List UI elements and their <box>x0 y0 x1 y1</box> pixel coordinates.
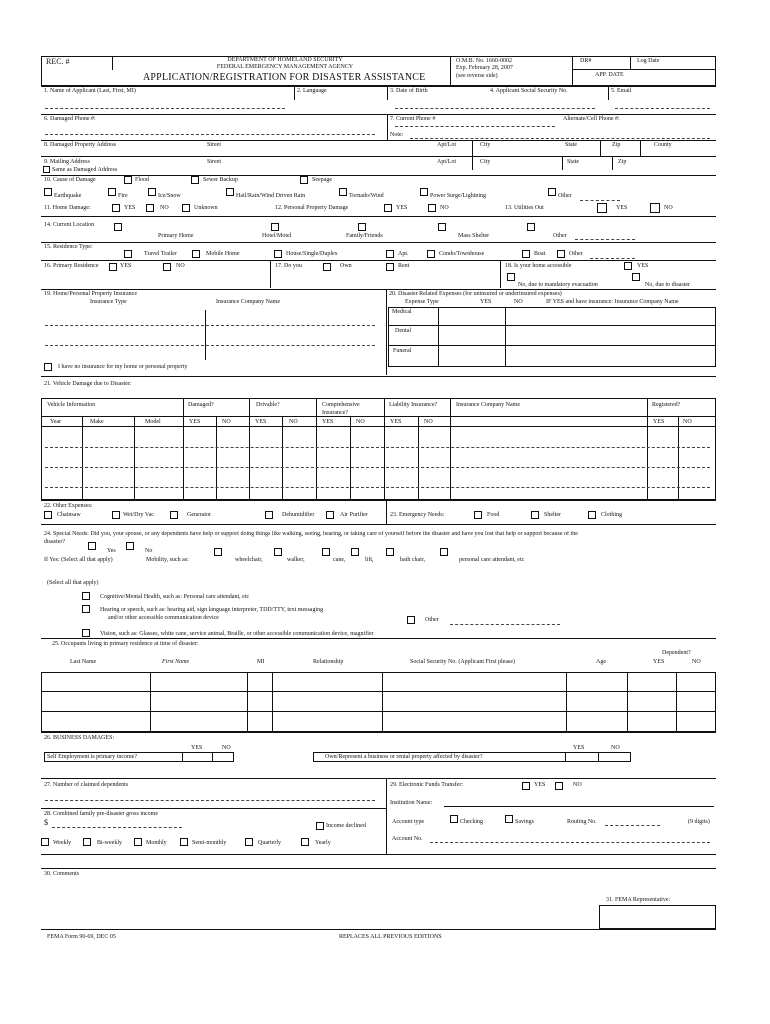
gross-income-field[interactable] <box>52 827 182 828</box>
damaged-no-header: NO <box>222 419 231 425</box>
registered-yes-header: YES <box>653 419 665 425</box>
walker-label: walker, <box>287 557 305 563</box>
applicant-ssn-label: 4. Applicant Social Security No. <box>490 88 568 94</box>
mailing-address-label: 9. Mailing Address <box>44 159 90 165</box>
mailing-state-label: State <box>567 159 579 165</box>
self-employment-no-header: NO <box>222 745 231 751</box>
utilities-out-label: 13. Utilities Out <box>505 205 544 211</box>
home-damage-yes-checkbox[interactable] <box>112 204 120 212</box>
primary-residence-yes-checkbox[interactable] <box>109 263 117 271</box>
dental-label: Dental <box>395 328 411 334</box>
clothing-checkbox[interactable] <box>588 511 596 519</box>
comprehensive-no-header: NO <box>356 419 365 425</box>
liability-yes-header: YES <box>390 419 402 425</box>
dehumidifier-label: Dehumidifier <box>282 512 315 518</box>
damaged-address-label: 8. Damaged Property Address <box>44 142 116 148</box>
occupant-dependent-yes: YES <box>653 659 665 665</box>
other-location-label: Other <box>553 233 567 239</box>
boat-checkbox[interactable] <box>522 250 530 258</box>
mailing-city-label: City <box>480 159 491 165</box>
personal-care-label: personal care attendant, etc <box>459 557 525 563</box>
food-checkbox[interactable] <box>474 511 482 519</box>
note-field[interactable] <box>410 138 710 139</box>
eft-no-label: NO <box>573 782 582 788</box>
cognitive-label: Cognitive/Mental Health, such as: Personal care attendant, etc <box>100 594 250 600</box>
personal-property-damage-label: 12. Personal Property Damage <box>275 205 349 211</box>
wheelchair-label: wheelchair, <box>235 557 263 563</box>
damaged-county-label: County <box>654 142 672 148</box>
institution-name-label: Institution Name: <box>390 800 433 806</box>
same-as-damaged-checkbox[interactable] <box>43 166 50 173</box>
vision-checkbox[interactable] <box>82 629 90 637</box>
vehicle-info-header: Vehicle Information <box>47 402 96 408</box>
vehicle-damage-label: 21. Vehicle Damage due to Disaster: <box>44 381 132 387</box>
chainsaw-label: Chainsaw <box>57 512 81 518</box>
same-as-damaged-label: Same as Damaged Address <box>52 167 118 173</box>
no-insurance-checkbox[interactable] <box>44 363 52 371</box>
flood-label: Flood <box>135 177 150 183</box>
home-damage-unknown-label: Unknown <box>194 205 218 211</box>
current-location-label: 14. Current Location <box>44 222 95 228</box>
earthquake-label: Earthquake <box>54 193 82 199</box>
wheelchair-checkbox[interactable] <box>214 548 222 556</box>
lift-checkbox[interactable] <box>351 548 359 556</box>
damaged-yes-header: YES <box>189 419 201 425</box>
sewer-backup-label: Sewer Backup <box>203 177 238 183</box>
utilities-no-label: NO <box>664 205 673 211</box>
comments-label: 30. Comments <box>44 871 80 877</box>
own-business-no-field[interactable] <box>598 752 599 762</box>
checking-checkbox[interactable] <box>450 815 458 823</box>
other-expenses-label: 22. Other Expenses: <box>44 503 93 509</box>
home-damage-yes-label: YES <box>124 205 136 211</box>
ice-snow-checkbox[interactable] <box>148 188 156 196</box>
department-name: DEPARTMENT OF HOMELAND SECURITY <box>227 57 343 63</box>
other-residence-label: Other <box>569 251 583 257</box>
email-label: 5. Email <box>611 88 632 94</box>
tornado-wind-label: Tornado/Wind <box>349 193 384 199</box>
sewer-backup-checkbox[interactable] <box>191 176 199 184</box>
boat-label: Boat <box>534 251 546 257</box>
drivable-yes-header: YES <box>255 419 267 425</box>
registered-no-header: NO <box>683 419 692 425</box>
utilities-yes-checkbox[interactable] <box>597 203 607 213</box>
home-accessible-label: 18. Is your home accessible <box>505 263 572 269</box>
agency-name: FEDERAL EMERGENCY MANAGEMENT AGENCY <box>216 64 354 70</box>
drivable-header: Drivable? <box>256 402 280 408</box>
no-insurance-label: I have no insurance for my home or personal property <box>58 364 188 370</box>
damaged-street-label: Street <box>207 142 221 148</box>
occupant-age-header: Age <box>596 659 606 665</box>
email-field[interactable] <box>615 108 710 109</box>
evacuation-label: No, due to mandatory evacuation <box>518 282 598 288</box>
hearing-checkbox[interactable] <box>82 605 90 613</box>
home-damage-unknown-checkbox[interactable] <box>182 204 190 212</box>
damaged-city-label: City <box>480 142 491 148</box>
replaces-editions: REPLACES ALL PREVIOUS EDITIONS <box>339 934 442 940</box>
savings-checkbox[interactable] <box>505 815 513 823</box>
expense-yes-header: YES <box>480 299 492 305</box>
select-all-label: (Select all that apply) <box>47 580 99 586</box>
gross-income-label: 28. Combined family pre-disaster gross income <box>44 811 158 817</box>
dr-number-label: DR# <box>580 58 592 64</box>
eft-no-checkbox[interactable] <box>555 782 563 790</box>
semimonthly-checkbox[interactable] <box>180 838 188 846</box>
occupant-dependent-no: NO <box>692 659 701 665</box>
power-surge-checkbox[interactable] <box>420 188 428 196</box>
other-residence-checkbox[interactable] <box>557 250 565 258</box>
primary-residence-no-checkbox[interactable] <box>163 263 171 271</box>
emergency-needs-label: 23. Emergency Needs: <box>390 512 445 518</box>
special-needs-yes-label: Yes <box>107 548 116 554</box>
disaster-expenses-label: 20. Disaster Related Expenses (for uninsured or underinsured expenses) <box>389 291 562 297</box>
special-needs-question: 24. Special Needs: Did you, your spouse, or any dependents have help or support doing things like walking, seeing, hearing, or taking care of yourself before the disaster and have you lost that help or support because of the <box>44 531 578 537</box>
damaged-state-label: State <box>565 142 577 148</box>
lift-label: lift, <box>365 557 374 563</box>
tornado-wind-checkbox[interactable] <box>339 188 347 196</box>
comprehensive-yes-header: YES <box>322 419 334 425</box>
account-type-label: Account type <box>392 819 425 825</box>
special-needs-yes-checkbox[interactable] <box>88 542 96 550</box>
applicant-name-field[interactable] <box>45 108 285 109</box>
dehumidifier-checkbox[interactable] <box>265 511 273 519</box>
dollar-sign: $ <box>44 818 48 827</box>
personal-damage-yes-checkbox[interactable] <box>384 204 392 212</box>
vehicle-insurance-company-header: Insurance Company Name <box>456 402 520 408</box>
house-checkbox[interactable] <box>274 250 282 258</box>
income-declined-checkbox[interactable] <box>316 822 324 830</box>
wet-dry-vac-checkbox[interactable] <box>112 511 120 519</box>
other-cause-label: Other <box>558 193 572 199</box>
ssn-field[interactable] <box>395 108 595 109</box>
condo-label: Condo/Townhouse <box>439 251 485 257</box>
primary-home-checkbox[interactable] <box>114 223 122 231</box>
family-friends-label: Family/Friends <box>346 233 383 239</box>
if-yes-label: If Yes: (Select all that apply) <box>44 557 113 563</box>
form-title: APPLICATION/REGISTRATION FOR DISASTER ASSISTANCE <box>143 72 426 83</box>
mailing-zip-label: Zip <box>618 159 627 165</box>
biweekly-label: Bi-weekly <box>97 840 122 846</box>
air-purifier-checkbox[interactable] <box>326 511 334 519</box>
generator-label: Generator <box>187 512 211 518</box>
air-purifier-label: Air Purifier <box>340 512 368 518</box>
registered-header: Registered? <box>652 402 681 408</box>
quarterly-checkbox[interactable] <box>245 838 253 846</box>
occupant-first-name-header: First Name <box>162 659 190 665</box>
power-surge-label: Power Surge/Lightning <box>430 193 487 199</box>
accessible-yes-checkbox[interactable] <box>624 262 632 270</box>
income-declined-label: Income declined <box>326 823 366 829</box>
hotel-motel-label: Hotel/Motel <box>262 233 292 239</box>
mailing-apt-label: Apt/Lot <box>437 159 456 165</box>
model-header: Model <box>145 419 161 425</box>
vision-label: Vision, such as: Glasses, white cane, service animal, Braille, or other accessible communication device, magnifier <box>100 631 374 637</box>
routing-digits-note: (9 digits) <box>688 819 710 825</box>
flood-checkbox[interactable] <box>124 176 132 184</box>
rent-label: Rent <box>398 263 410 269</box>
travel-trailer-label: Travel Trailer <box>144 251 177 257</box>
own-business-yes-field[interactable] <box>565 752 566 762</box>
clothing-label: Clothing <box>601 512 623 518</box>
funeral-label: Funeral <box>393 348 412 354</box>
emergency-shelter-label: Shelter <box>544 512 561 518</box>
no-due-to-disaster-checkbox[interactable] <box>632 273 640 281</box>
hail-rain-wind-checkbox[interactable] <box>226 188 234 196</box>
personal-care-checkbox[interactable] <box>440 548 448 556</box>
seepage-label: Seepage <box>312 177 332 183</box>
earthquake-checkbox[interactable] <box>44 188 52 196</box>
expense-no-header: NO <box>514 299 523 305</box>
bath-chair-checkbox[interactable] <box>386 548 394 556</box>
hearing-label-2: and/or other accessible communication device <box>108 615 219 621</box>
note-label: Note: <box>390 132 404 138</box>
accessible-yes-label: YES <box>637 263 649 269</box>
insurance-type-header: Insurance Type <box>90 299 127 305</box>
app-date-label: APP. DATE <box>595 72 624 78</box>
weekly-checkbox[interactable] <box>41 838 49 846</box>
own-business-no-header: NO <box>611 745 620 751</box>
expense-type-header: Expense Type <box>405 299 439 305</box>
liability-no-header: NO <box>424 419 433 425</box>
personal-damage-yes-label: YES <box>396 205 408 211</box>
primary-residence-no-label: NO <box>176 263 185 269</box>
utilities-yes-label: YES <box>616 205 628 211</box>
damaged-zip-label: Zip <box>612 142 621 148</box>
medical-label: Medical <box>392 309 412 315</box>
cane-label: cane, <box>333 557 346 563</box>
applicant-name-label: 1. Name of Applicant (Last, First, MI) <box>44 88 136 94</box>
home-damage-label: 11. Home Damage: <box>44 205 91 211</box>
fire-checkbox[interactable] <box>108 188 116 196</box>
comprehensive-header: Comprehensive Insurance? <box>322 402 360 416</box>
semimonthly-label: Semi-monthly <box>192 840 227 846</box>
house-label: House/Single/Duplex <box>286 251 338 257</box>
omb-number: O.M.B. No. 1660-0002 <box>456 58 513 64</box>
savings-label: Savings <box>515 819 535 825</box>
mobile-home-label: Mobile Home <box>206 251 240 257</box>
business-damages-label: 26. BUSINESS DAMAGES: <box>44 735 115 741</box>
own-checkbox[interactable] <box>323 263 331 271</box>
account-number-field[interactable] <box>430 842 710 843</box>
expense-if-yes-header: IF YES and have insurance: Insurance Company Name <box>546 299 679 305</box>
cane-checkbox[interactable] <box>322 548 330 556</box>
fema-representative-field[interactable] <box>599 905 716 929</box>
own-label: Own <box>340 263 352 269</box>
mobile-home-checkbox[interactable] <box>192 250 200 258</box>
special-needs-no-label: No <box>145 548 153 554</box>
mobility-label: Mobility, such as: <box>146 557 189 563</box>
damaged-apt-label: Apt/Lot <box>437 142 456 148</box>
routing-number-label: Routing No. <box>567 819 597 825</box>
home-damage-no-checkbox[interactable] <box>146 204 154 212</box>
hotel-motel-checkbox[interactable] <box>271 223 279 231</box>
personal-damage-no-label: NO <box>440 205 449 211</box>
claimed-dependents-label: 27. Number of claimed dependents <box>44 782 129 788</box>
evacuation-checkbox[interactable] <box>507 273 515 281</box>
monthly-checkbox[interactable] <box>134 838 142 846</box>
eft-yes-checkbox[interactable] <box>522 782 530 790</box>
other-cause-checkbox[interactable] <box>548 188 556 196</box>
log-date-label: Log Date <box>637 58 660 64</box>
home-damage-no-label: NO <box>160 205 169 211</box>
utilities-no-checkbox[interactable] <box>650 203 660 213</box>
yearly-label: Yearly <box>315 840 331 846</box>
special-needs-no-checkbox[interactable] <box>126 542 134 550</box>
travel-trailer-checkbox[interactable] <box>124 250 132 258</box>
fire-label: Fire <box>118 193 128 199</box>
self-employment-yes-header: YES <box>191 745 203 751</box>
special-needs-question-end: disaster? <box>44 539 65 545</box>
quarterly-label: Quarterly <box>258 840 281 846</box>
apartment-checkbox[interactable] <box>386 250 394 258</box>
form-number: FEMA Form 90-69, DEC 05 <box>47 934 116 940</box>
ice-snow-label: Ice/Snow <box>158 193 181 199</box>
monthly-label: Monthly <box>146 840 167 846</box>
occupants-label: 25. Occupants living in primary residence at time of disaster: <box>52 641 199 647</box>
insurance-company-header: Insurance Company Name <box>216 299 280 305</box>
yearly-checkbox[interactable] <box>301 838 309 846</box>
generator-checkbox[interactable] <box>170 511 178 519</box>
emergency-shelter-checkbox[interactable] <box>531 511 539 519</box>
no-due-to-disaster-label: No, due to disaster <box>645 282 690 288</box>
fema-representative-label: 31. FEMA Representative: <box>606 897 671 903</box>
wet-dry-vac-label: Wet/Dry Vac <box>123 512 154 518</box>
language-label: 2. Language <box>297 88 327 94</box>
self-employment-label: Self Employment is primary income? <box>47 754 137 760</box>
family-friends-checkbox[interactable] <box>358 223 366 231</box>
current-phone-label: 7. Current Phone # <box>390 116 436 122</box>
occupant-mi-header: MI <box>257 659 265 665</box>
residence-type-label: 15. Residence Type: <box>44 244 93 250</box>
cognitive-checkbox[interactable] <box>82 592 90 600</box>
occupant-relationship-header: Relationship <box>313 659 344 665</box>
claimed-dependents-field[interactable] <box>45 800 375 801</box>
condo-checkbox[interactable] <box>427 250 435 258</box>
chainsaw-checkbox[interactable] <box>44 511 52 519</box>
year-header: Year <box>50 419 62 425</box>
institution-name-field[interactable] <box>444 806 714 807</box>
own-business-yes-header: YES <box>573 745 585 751</box>
seepage-checkbox[interactable] <box>300 176 308 184</box>
date-of-birth-label: 3. Date of Birth <box>390 88 428 94</box>
primary-residence-label: 16. Primary Residence <box>44 263 99 269</box>
rec-number-label: REC. # <box>46 57 70 66</box>
occupant-ssn-header: Social Security No. (Applicant First please) <box>410 659 515 665</box>
mass-shelter-checkbox[interactable] <box>438 223 446 231</box>
make-header: Make <box>90 419 104 425</box>
walker-checkbox[interactable] <box>274 548 282 556</box>
expiration-date: Exp. February 28, 2007 <box>456 65 513 71</box>
apartment-label: Apt. <box>398 251 409 257</box>
eft-yes-label: YES <box>534 782 546 788</box>
account-number-label: Account No. <box>392 836 423 842</box>
mass-shelter-label: Mass Shelter <box>458 233 490 239</box>
routing-number-field[interactable] <box>605 825 660 826</box>
hearing-label: Hearing or speech, such as: hearing aid, sign language interpreter, TDD/TTY, text messaging <box>100 607 324 613</box>
current-phone-field[interactable] <box>395 126 555 127</box>
hail-rain-wind-label: Hail/Rain/Wind Driven Rain <box>236 193 306 199</box>
weekly-label: Weekly <box>53 840 72 846</box>
damaged-phone-label: 6. Damaged Phone #: <box>44 116 96 122</box>
self-employment-no-field[interactable] <box>212 752 213 762</box>
liability-header: Liability Insurance? <box>389 402 438 408</box>
rent-checkbox[interactable] <box>386 263 394 271</box>
do-you-label: 17. Do you <box>275 263 302 269</box>
occupant-last-name-header: Last Name <box>70 659 97 665</box>
occupant-dependent-header: Dependent? <box>662 650 691 656</box>
biweekly-checkbox[interactable] <box>83 838 91 846</box>
food-label: Food <box>487 512 500 518</box>
primary-home-label: Primary Home <box>158 233 194 239</box>
own-business-label: Own/Represent a business or rental property affected by disaster? <box>325 754 483 760</box>
cause-of-damage-label: 10. Cause of Damage <box>44 177 96 183</box>
electronic-funds-label: 29. Electronic Funds Transfer: <box>390 782 463 788</box>
checking-label: Checking <box>460 819 483 825</box>
primary-residence-yes-label: YES <box>120 263 132 269</box>
self-employment-yes-field[interactable] <box>182 752 183 762</box>
other-need-checkbox[interactable] <box>407 616 415 624</box>
bath-chair-label: bath chair, <box>400 557 426 563</box>
home-insurance-label: 19. Home/Personal Property Insurance <box>44 291 137 297</box>
damaged-header: Damaged? <box>188 402 214 408</box>
personal-damage-no-checkbox[interactable] <box>428 204 436 212</box>
other-location-checkbox[interactable] <box>527 223 535 231</box>
reverse-side-note: (see reverse side) <box>456 73 498 79</box>
other-need-label: Other <box>425 617 439 623</box>
drivable-no-header: NO <box>289 419 298 425</box>
mailing-street-label: Street <box>207 159 221 165</box>
alternate-phone-label: Alternate/Cell Phone #: <box>563 116 620 122</box>
damaged-phone-field[interactable] <box>45 134 375 135</box>
